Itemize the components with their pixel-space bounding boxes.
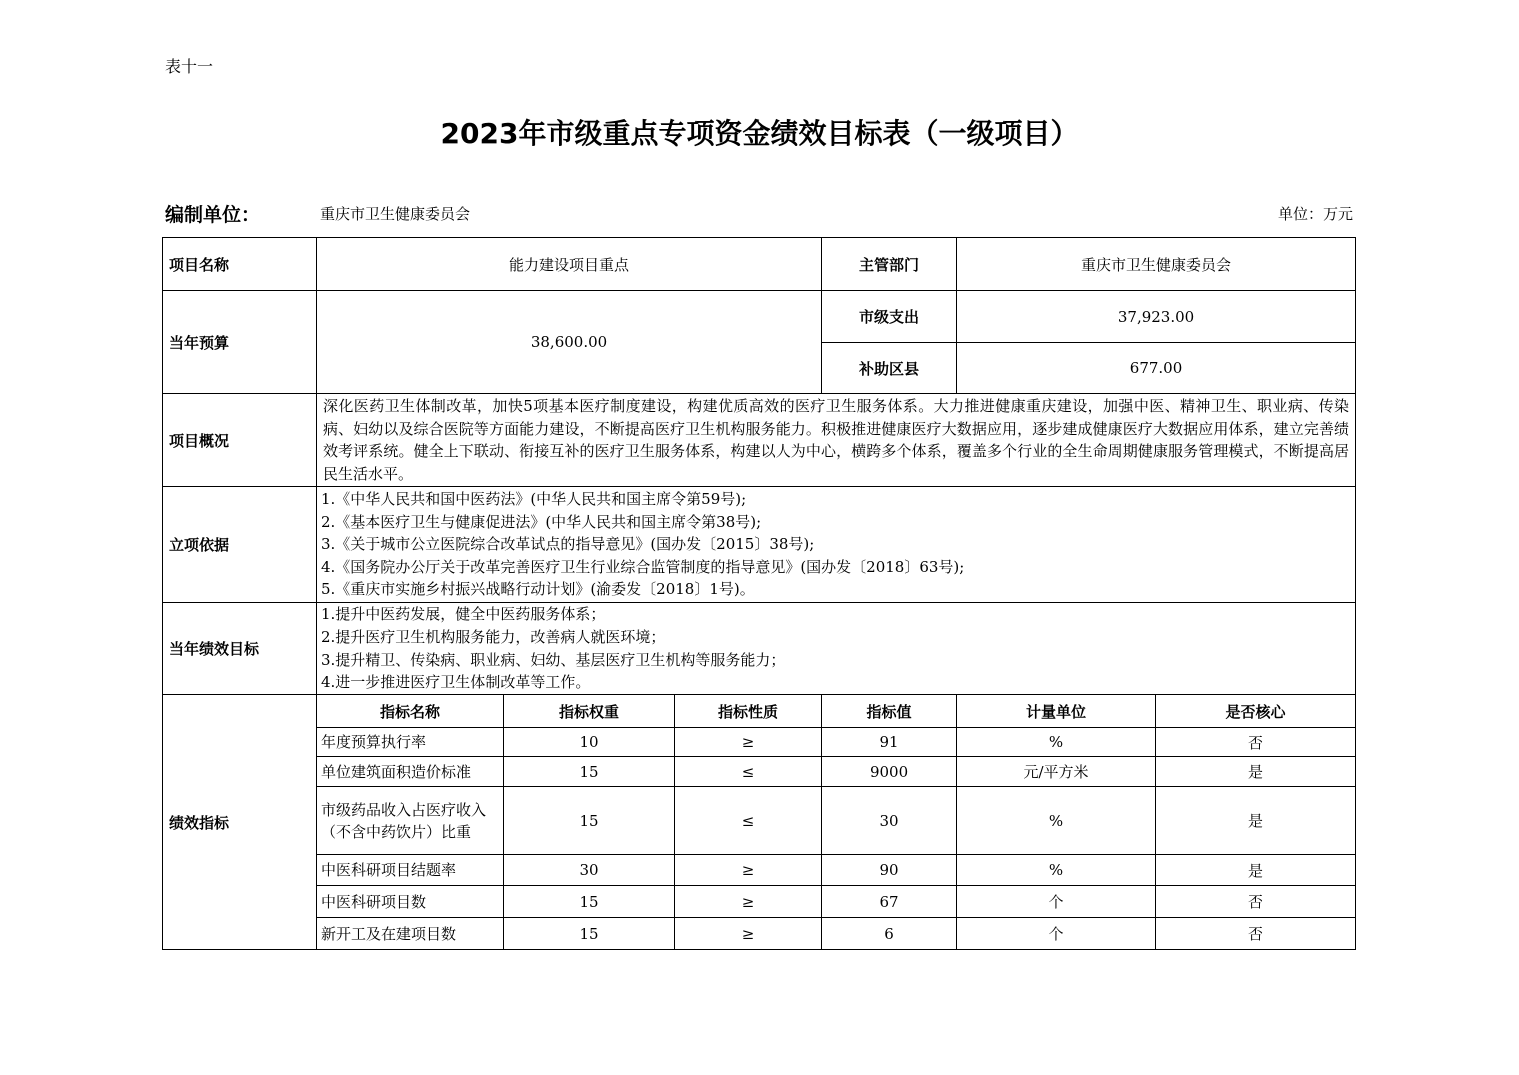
sheet-label: 表十一 — [165, 57, 214, 76]
dept-label: 主管部门 — [822, 238, 957, 291]
performance-table — [162, 237, 1356, 950]
indicator-value: 67 — [822, 886, 957, 918]
table-row — [163, 855, 1356, 886]
table-row — [163, 918, 1356, 950]
indicator-value: 91 — [822, 728, 957, 757]
city-expense-label: 市级支出 — [822, 291, 957, 343]
indicator-nature: ≥ — [675, 728, 822, 757]
indicator-name: 新开工及在建项目数 — [317, 918, 504, 950]
goals-label: 当年绩效目标 — [163, 603, 317, 695]
page-title: 2023年市级重点专项资金绩效目标表（一级项目） — [440, 117, 1079, 150]
county-subsidy-value: 677.00 — [957, 343, 1356, 394]
county-subsidy-label: 补助区县 — [822, 343, 957, 394]
indicator-weight: 15 — [504, 787, 675, 855]
indicators-label: 绩效指标 — [163, 695, 317, 950]
indicator-name: 年度预算执行率 — [317, 728, 504, 757]
indicator-header: 指标值 — [822, 695, 957, 728]
indicator-value: 6 — [822, 918, 957, 950]
goals-list — [317, 603, 1356, 695]
indicator-core: 否 — [1156, 886, 1356, 918]
project-name-value: 能力建设项目重点 — [317, 238, 822, 291]
indicator-core: 是 — [1156, 855, 1356, 886]
indicator-weight: 10 — [504, 728, 675, 757]
indicator-unit: 个 — [957, 886, 1156, 918]
table-row — [163, 787, 1356, 855]
goal-item: 1.提升中医药发展，健全中医药服务体系； — [321, 605, 606, 624]
basis-label: 立项依据 — [163, 487, 317, 603]
indicator-unit: % — [957, 787, 1156, 855]
indicator-unit: % — [957, 855, 1156, 886]
unit-label: 单位：万元 — [1277, 205, 1353, 223]
indicator-weight: 15 — [504, 918, 675, 950]
indicator-header: 指标性质 — [675, 695, 822, 728]
indicator-nature: ≥ — [675, 886, 822, 918]
indicator-nature: ≥ — [675, 855, 822, 886]
indicator-name: 市级药品收入占医疗收入（不含中药饮片）比重 — [317, 787, 504, 855]
indicator-header: 是否核心 — [1156, 695, 1356, 728]
indicator-unit: 个 — [957, 918, 1156, 950]
indicator-name: 中医科研项目数 — [317, 886, 504, 918]
indicator-core: 是 — [1156, 757, 1356, 787]
indicator-header: 计量单位 — [957, 695, 1156, 728]
indicator-weight: 15 — [504, 886, 675, 918]
indicator-core: 是 — [1156, 787, 1356, 855]
indicator-core: 否 — [1156, 918, 1356, 950]
indicator-unit: 元/平方米 — [957, 757, 1156, 787]
basis-item: 5.《重庆市实施乡村振兴战略行动计划》(渝委发〔2018〕1号)。 — [321, 580, 755, 599]
indicator-name: 中医科研项目结题率 — [317, 855, 504, 886]
goal-item: 2.提升医疗卫生机构服务能力，改善病人就医环境； — [321, 627, 666, 646]
project-name-label: 项目名称 — [163, 238, 317, 291]
table-row — [163, 728, 1356, 757]
budget-label: 当年预算 — [163, 291, 317, 394]
overview-label: 项目概况 — [163, 394, 317, 487]
indicator-weight: 15 — [504, 757, 675, 787]
indicator-name: 单位建筑面积造价标准 — [317, 757, 504, 787]
basis-list — [317, 487, 1356, 603]
table-row — [163, 886, 1356, 918]
goal-item: 4.进一步推进医疗卫生体制改革等工作。 — [321, 673, 591, 692]
indicator-nature: ≤ — [675, 787, 822, 855]
city-expense-value: 37,923.00 — [957, 291, 1356, 343]
org-label: 编制单位： — [165, 204, 261, 226]
dept-value: 重庆市卫生健康委员会 — [957, 238, 1356, 291]
budget-value: 38,600.00 — [317, 291, 822, 394]
basis-item: 2.《基本医疗卫生与健康促进法》(中华人民共和国主席令第38号); — [321, 512, 762, 531]
basis-item: 3.《关于城市公立医院综合改革试点的指导意见》(国办发〔2015〕38号); — [321, 535, 815, 554]
goal-item: 3.提升精卫、传染病、职业病、妇幼、基层医疗卫生机构等服务能力； — [321, 650, 786, 669]
table-row — [163, 757, 1356, 787]
indicator-value: 30 — [822, 787, 957, 855]
indicator-weight: 30 — [504, 855, 675, 886]
indicator-nature: ≥ — [675, 918, 822, 950]
indicator-nature: ≤ — [675, 757, 822, 787]
indicator-unit: % — [957, 728, 1156, 757]
basis-item: 1.《中华人民共和国中医药法》(中华人民共和国主席令第59号); — [321, 490, 747, 509]
indicator-core: 否 — [1156, 728, 1356, 757]
indicator-header: 指标名称 — [317, 695, 504, 728]
indicator-value: 90 — [822, 855, 957, 886]
indicator-value: 9000 — [822, 757, 957, 787]
basis-item: 4.《国务院办公厅关于改革完善医疗卫生行业综合监管制度的指导意见》(国办发〔2018〕63号); — [321, 557, 965, 576]
org-value: 重庆市卫生健康委员会 — [320, 205, 471, 223]
overview-text: 深化医药卫生体制改革，加快5项基本医疗制度建设，构建优质高效的医疗卫生服务体系。大力推进健康重庆建设，加强中医、精神卫生、职业病、传染病、妇幼以及综合医院等方面能力建设，不断提高医疗卫生机构服务能力。积极推进健康医疗大数据应用，逐步建成健康医疗大数据应用体系，建立完善绩效考评系统。健全上下联动、衔接互补的医疗卫生服务体系，构建以人为中心，横跨多个体系，覆盖多个行业的全生命周期健康服务管理模式，不断提高居民生活水平。 — [317, 394, 1356, 487]
indicator-header: 指标权重 — [504, 695, 675, 728]
